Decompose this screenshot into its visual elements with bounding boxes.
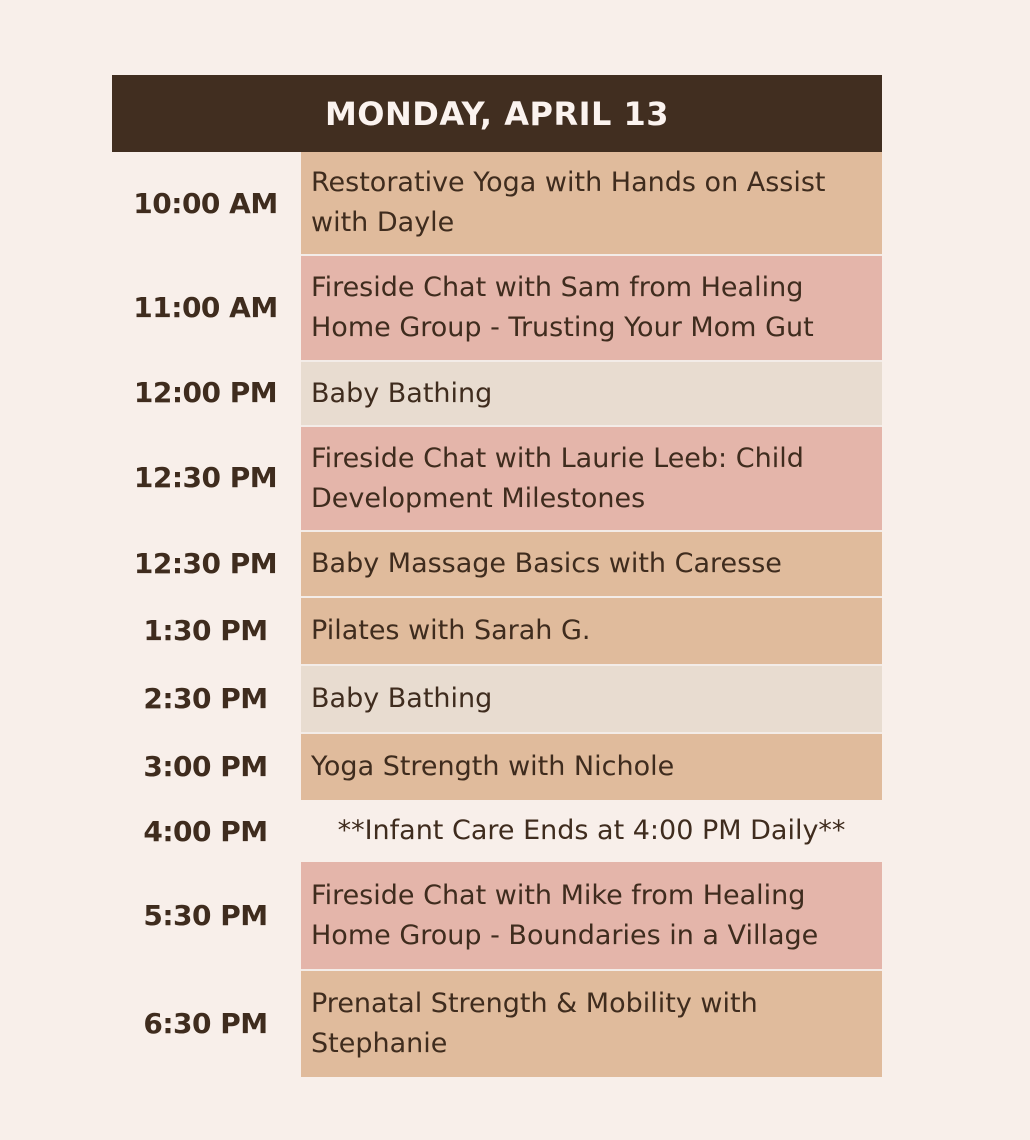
row-event: Baby Bathing — [301, 664, 882, 732]
schedule-row — [112, 152, 882, 254]
schedule-row — [112, 596, 882, 664]
row-time: 2:30 PM — [143, 681, 268, 715]
schedule-table — [112, 75, 882, 1077]
schedule-row — [112, 360, 882, 425]
row-time: 11:00 AM — [133, 290, 278, 324]
row-time: 10:00 AM — [133, 186, 278, 220]
row-event: Baby Massage Basics with Caresse — [301, 530, 882, 596]
row-event: Fireside Chat with Mike from Healing Home Group - Boundaries in a Village — [301, 862, 882, 969]
infant-care-note: **Infant Care Ends at 4:00 PM Daily** — [337, 815, 846, 846]
row-event: Prenatal Strength & Mobility with Stephanie — [301, 969, 882, 1077]
schedule-row — [112, 425, 882, 530]
row-event: Baby Bathing — [301, 360, 882, 425]
row-time: 12:30 PM — [133, 546, 278, 580]
row-event: Fireside Chat with Laurie Leeb: Child Development Milestones — [301, 425, 882, 530]
day-title: MONDAY, APRIL 13 — [324, 94, 670, 133]
schedule-row — [112, 732, 882, 800]
row-time: 3:00 PM — [143, 749, 268, 783]
schedule-row — [112, 530, 882, 596]
schedule-row — [112, 254, 882, 360]
row-time: 4:00 PM — [143, 814, 268, 848]
schedule-row — [112, 862, 882, 969]
row-time: 1:30 PM — [143, 613, 268, 647]
schedule-row — [112, 664, 882, 732]
row-event: Pilates with Sarah G. — [301, 596, 882, 664]
schedule-day-header — [112, 75, 882, 152]
row-time: 12:30 PM — [133, 461, 278, 494]
row-event: Restorative Yoga with Hands on Assist with Dayle — [301, 152, 882, 254]
row-event: Yoga Strength with Nichole — [301, 732, 882, 800]
schedule-rows — [112, 152, 882, 1077]
schedule-row — [112, 969, 882, 1077]
row-time: 6:30 PM — [143, 1006, 268, 1040]
row-event: Fireside Chat with Sam from Healing Home Group - Trusting Your Mom Gut — [301, 254, 882, 360]
schedule-row — [112, 800, 882, 862]
row-time: 5:30 PM — [143, 899, 268, 932]
row-time: 12:00 PM — [133, 376, 278, 409]
